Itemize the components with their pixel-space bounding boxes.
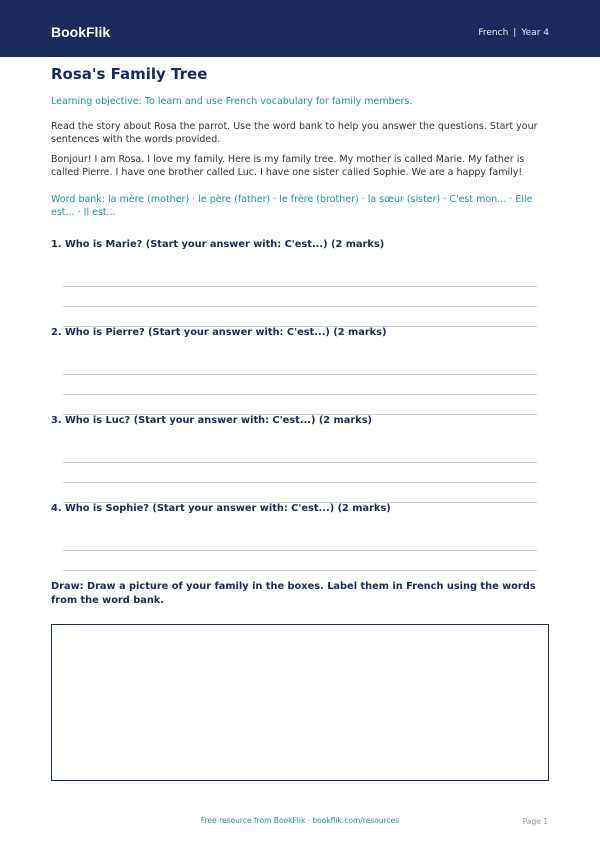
page-number: Page 1 [522,817,548,826]
answer-line[interactable] [63,286,537,287]
question-4: 4. Who is Sophie? (Start your answer with: C'est...) (2 marks) [51,503,391,514]
answer-line[interactable] [63,374,537,375]
answer-line[interactable] [63,482,537,483]
subject-label: French [478,28,509,38]
year-label: Year 4 [521,28,549,38]
learning-objective: Learning objective: To learn and use French vocabulary for family members. [51,96,413,107]
answer-line[interactable] [63,462,537,463]
question-2: 2. Who is Pierre? (Start your answer with: C'est...) (2 marks) [51,327,387,338]
question-3: 3. Who is Luc? (Start your answer with: C'est...) (2 marks) [51,415,373,426]
draw-prompt: Draw: Draw a picture of your family in the boxes. Label them in French using the words from the word bank. [51,581,536,606]
story-text: Bonjour! I am Rosa. I love my family. Here is my family tree. My mother is called Marie. My father is called Pierre. I have one brother called Luc. I have one sister called Sophie. We are a happy family! [51,154,525,178]
page-header [0,0,600,57]
instructions-text: Read the story about Rosa the parrot. Use the word bank to help you answer the questions. Start your sentences with the words provided. [51,121,538,145]
word-bank: Word bank: la mère (mother) · le père (father) · le frère (brother) · la sœur (sister) · C'est mon... · Elle est... · Il est... [51,194,533,218]
footer-credit: Free resource from BookFlik · bookflik.com/resources [200,816,400,825]
answer-line[interactable] [63,570,537,571]
worksheet-title: Rosa's Family Tree [51,65,208,83]
meta-separator: | [513,28,517,38]
drawing-box[interactable] [51,624,549,781]
question-1: 1. Who is Marie? (Start your answer with: C'est...) (2 marks) [51,239,385,250]
answer-line[interactable] [63,306,537,307]
answer-line[interactable] [63,550,537,551]
answer-line[interactable] [63,394,537,395]
brand-logo-text: BookFlik [51,24,111,40]
header-meta [478,28,549,38]
